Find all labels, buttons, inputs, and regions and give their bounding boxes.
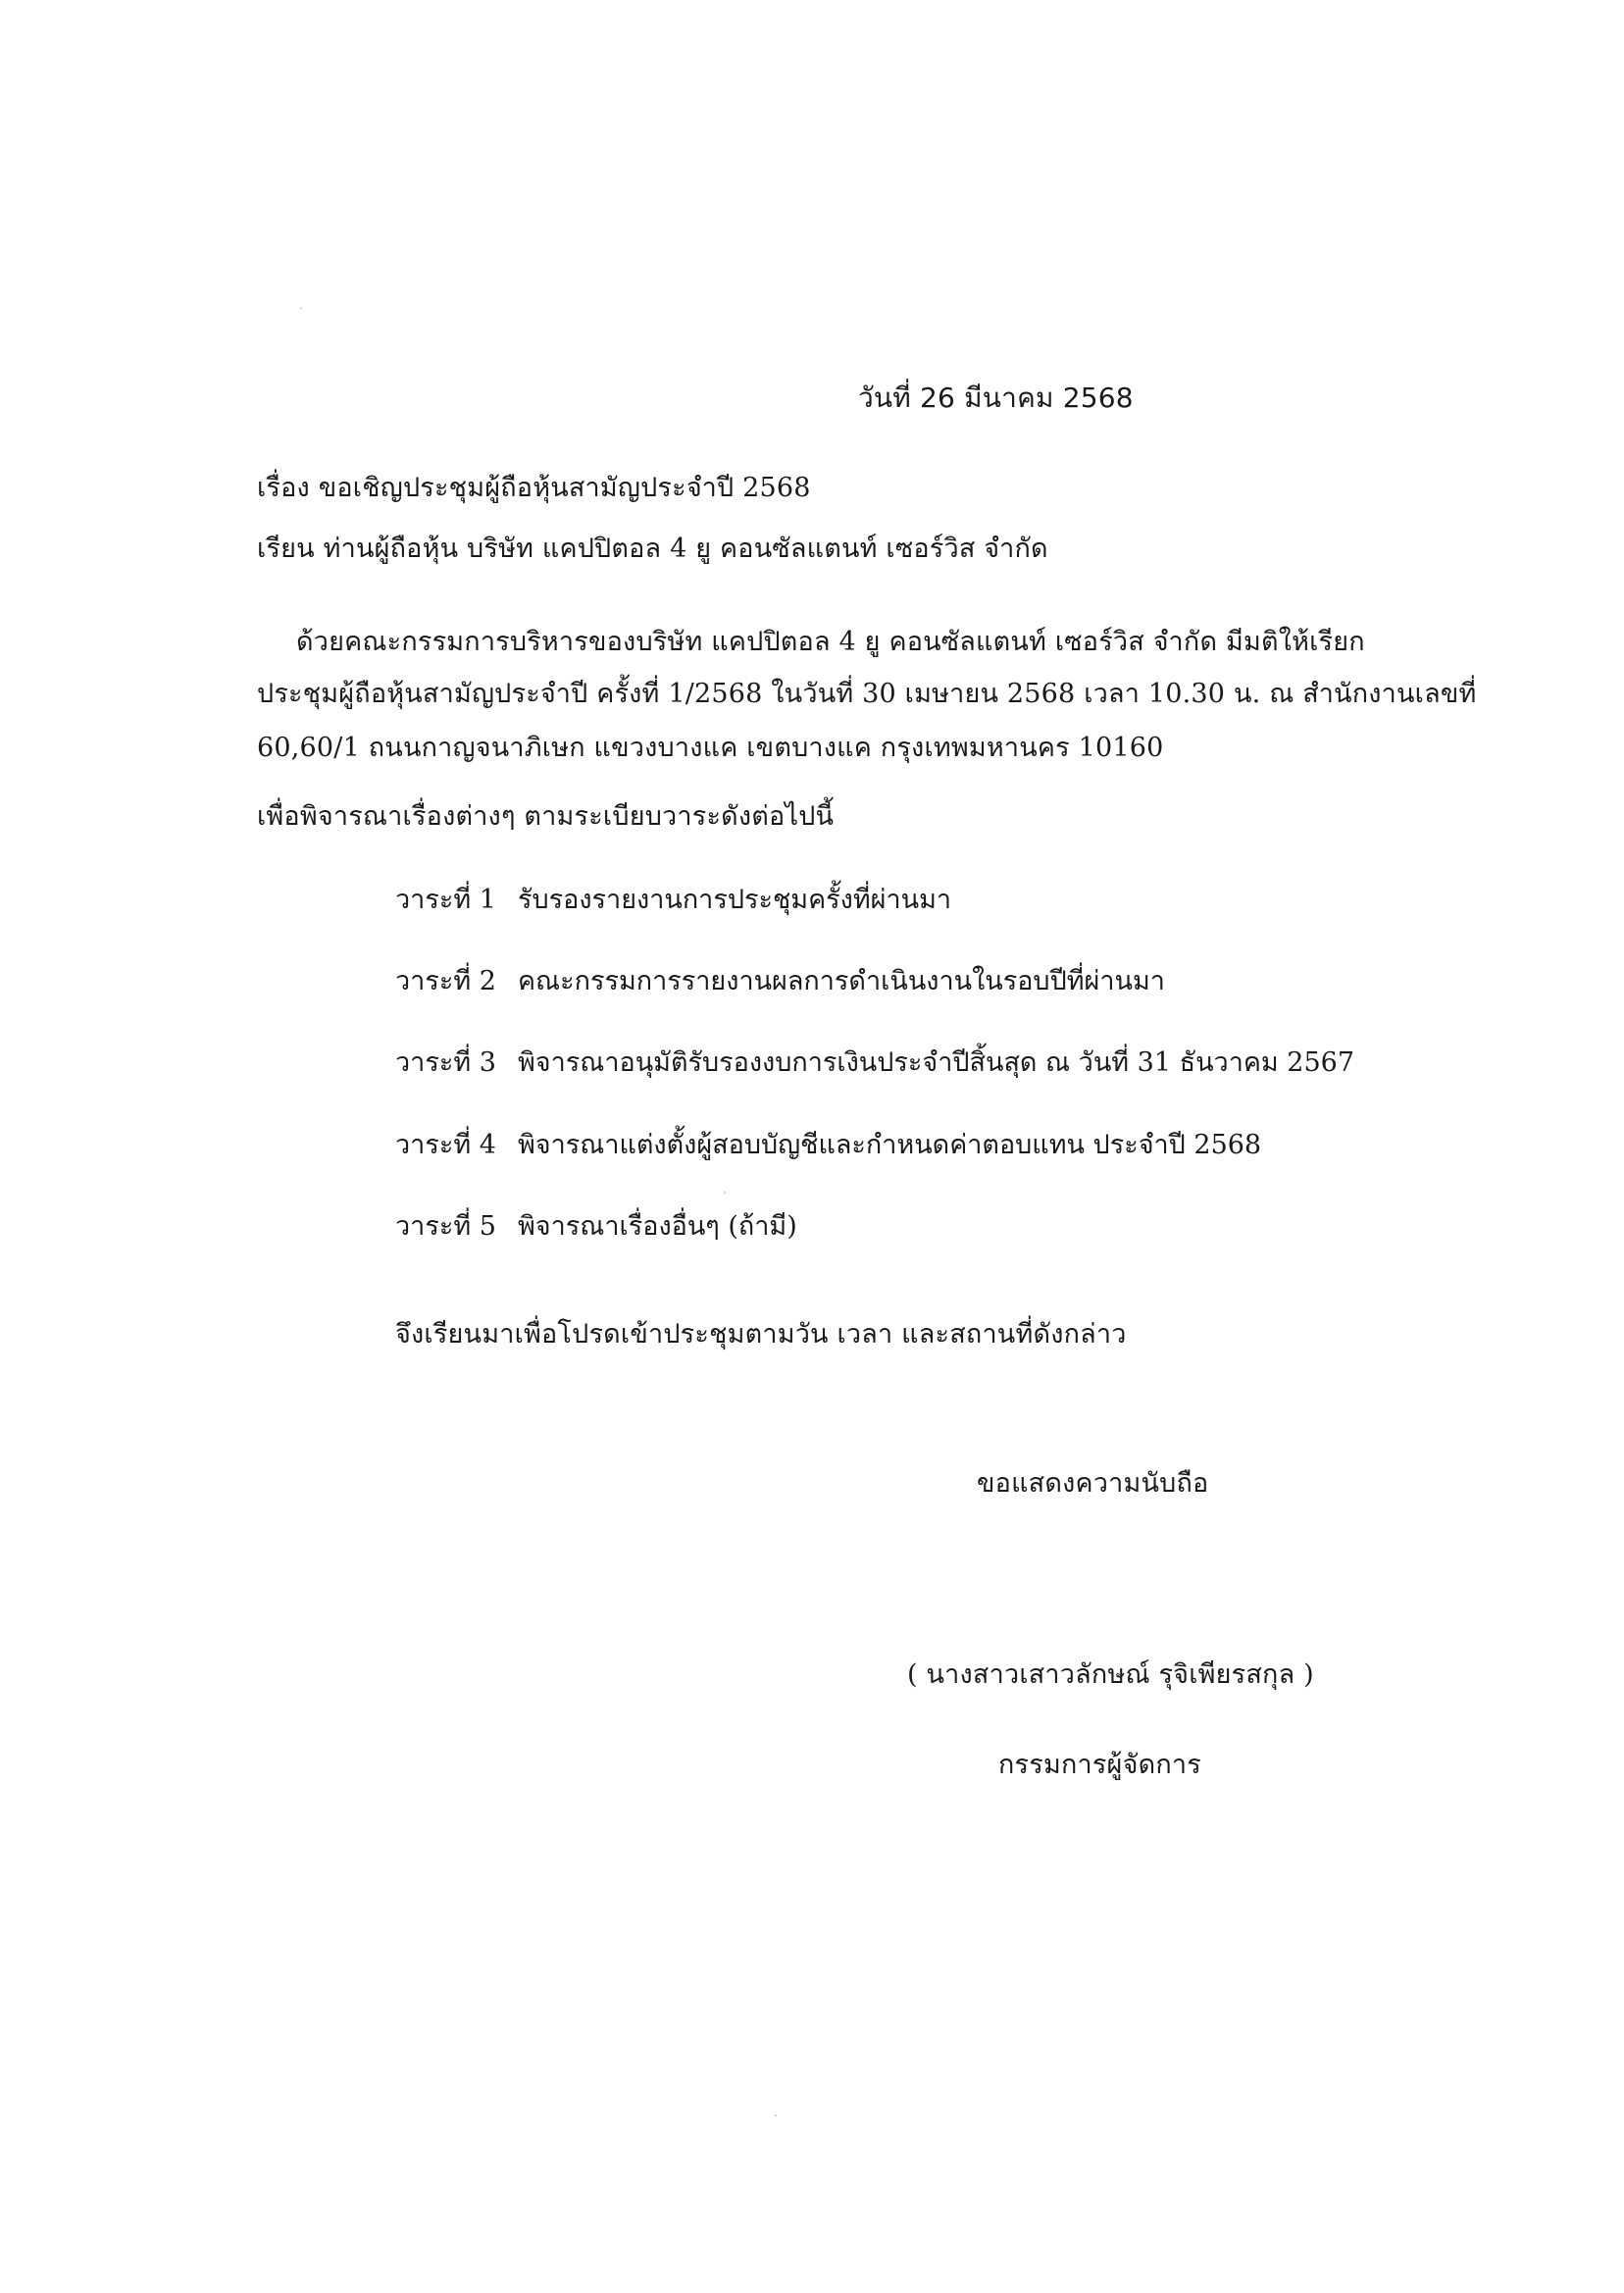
agenda-item xyxy=(395,964,1165,999)
scan-speck xyxy=(724,1192,726,1194)
agenda-text: พิจารณาแต่งตั้งผู้สอบบัญชีและกำหนดค่าตอบแทน ประจำปี 2568 xyxy=(518,1130,1262,1160)
agenda-item xyxy=(395,1209,797,1245)
agenda-text: รับรองรายงานการประชุมครั้งที่ผ่านมา xyxy=(518,885,952,915)
agenda-number: วาระที่ 2 xyxy=(395,966,496,996)
agenda-text: คณะกรรมการรายงานผลการดำเนินงานในรอบปีที่ผ่านมา xyxy=(518,966,1165,996)
letter-subject: เรื่อง ขอเชิญประชุมผู้ถือหุ้นสามัญประจำปี 2568 xyxy=(257,473,811,503)
letter-date: วันที่ 26 มีนาคม 2568 xyxy=(858,382,1134,414)
agenda-item xyxy=(395,883,951,918)
agenda-item xyxy=(395,1045,1354,1081)
agenda-item xyxy=(395,1128,1261,1163)
regards: ขอแสดงความนับถือ xyxy=(977,1468,1209,1499)
agenda-text: พิจารณาอนุมัติรับรองงบการเงินประจำปีสิ้นสุด ณ วันที่ 31 ธันวาคม 2567 xyxy=(518,1047,1355,1078)
scan-speck xyxy=(775,2115,777,2116)
signer-position: กรรมการผู้จัดการ xyxy=(998,1750,1201,1780)
letter-recipient: เรียน ท่านผู้ถือหุ้น บริษัท แคปปิตอล 4 ยู คอนซัลแตนท์ เซอร์วิส จำกัด xyxy=(257,534,1048,564)
body-line: ด้วยคณะกรรมการบริหารของบริษัท แคปปิตอล 4 ยู คอนซัลแตนท์ เซอร์วิส จำกัด มีมติให้เรียก xyxy=(296,627,1365,657)
body-line: ประชุมผู้ถือหุ้นสามัญประจำปี ครั้งที่ 1/2568 ในวันที่ 30 เมษายน 2568 เวลา 10.30 น. ณ สำนักงานเลขที่ xyxy=(257,679,1477,709)
agenda-number: วาระที่ 5 xyxy=(395,1211,496,1242)
closing-sentence: จึงเรียนมาเพื่อโปรดเข้าประชุมตามวัน เวลา และสถานที่ดังกล่าว xyxy=(395,1319,1127,1350)
signer-name: ( นางสาวเสาวลักษณ์ รุจิเพียรสกุล ) xyxy=(907,1659,1314,1690)
scan-speck xyxy=(300,307,302,309)
body-line: 60,60/1 ถนนกาญจนาภิเษก แขวงบางแค เขตบางแค กรุงเทพมหานคร 10160 xyxy=(257,733,1164,763)
agenda-number: วาระที่ 3 xyxy=(395,1047,496,1078)
agenda-text: พิจารณาเรื่องอื่นๆ (ถ้ามี) xyxy=(518,1211,797,1242)
agenda-number: วาระที่ 4 xyxy=(395,1130,496,1160)
agenda-number: วาระที่ 1 xyxy=(395,885,496,915)
body-line: เพื่อพิจารณาเรื่องต่างๆ ตามระเบียบวาระดังต่อไปนี้ xyxy=(257,801,835,832)
